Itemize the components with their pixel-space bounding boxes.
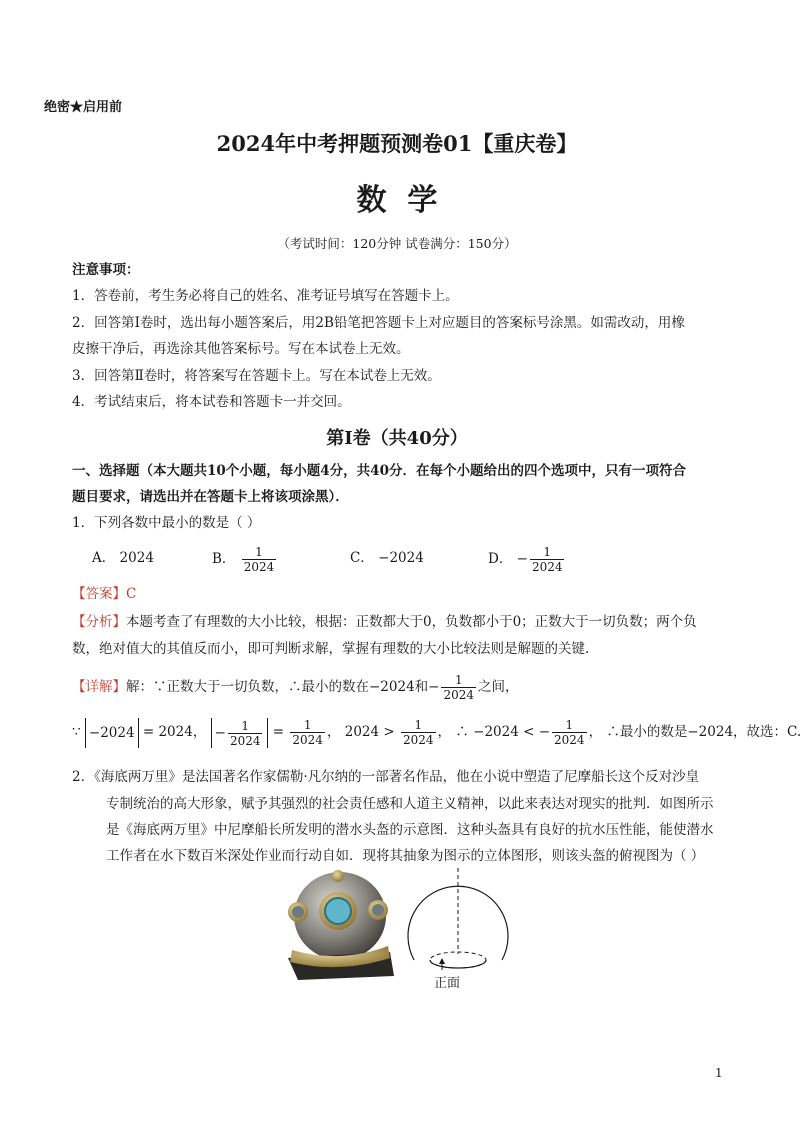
q1-option-d: D． − $\frac{1}{2024}$ (488, 545, 563, 574)
notice-item: 1．答卷前，考生务必将自己的姓名、准考证号填写在答题卡上。 (72, 288, 459, 304)
section-instructions: 题目要求，请选出并在答题卡上将该项涂黑）． (72, 489, 349, 505)
diving-helmet-image (278, 866, 400, 984)
q2-stem: 是《海底两万里》中尼摩船长所发明的潜水头盔的示意图．这种头盔具有良好的抗水压性能，能使潜水 (106, 822, 714, 838)
fraction: $\frac{1}{2024}$ (554, 718, 585, 747)
notice-heading: 注意事项： (72, 262, 140, 278)
notice-item: 皮擦干净后，再选涂其他答案标号。写在本试卷上无效。 (72, 341, 410, 357)
fraction: $\frac{1}{2024}$ (403, 718, 434, 747)
option-value: 2024 (119, 550, 154, 566)
q1-detail-math: ∵ −2024 = 2024， − $\frac{1}{2024}$ = $\frac{1}{2024}$ ， 2024 > $\frac{1}{2024}$ ， ∴ −2024 < − $\frac{1}{2024}$ ， ∴最小的数是−2024，故选：C. (72, 718, 801, 748)
q1-analysis-cont: 数，绝对值大的其值反而小，即可判断求解，掌握有理数的大小比较法则是解题的关键. (72, 641, 590, 657)
option-label: A． (92, 550, 116, 566)
q1-stem: 1．下列各数中最小的数是（ ） (72, 515, 261, 531)
q1-option-a (92, 545, 154, 571)
option-value: −2024 (378, 550, 424, 566)
option-label: D． (488, 551, 513, 567)
fraction: $\frac{1}{2024}$ (292, 718, 323, 747)
absolute-value: −2024 (85, 718, 139, 748)
q1-option-c (350, 545, 424, 571)
q1-detail: 【详解】解：∵正数大于一切负数，∴最小的数在−2024和− $\frac{1}{2024}$ 之间， (72, 673, 519, 702)
notice-item: 4．考试结束后，将本试卷和答题卡一并交回。 (72, 394, 351, 410)
section-instructions: 一、选择题（本大题共10个小题，每小题4分，共40分．在每个小题给出的四个选项中，只有一项符合 (72, 463, 686, 479)
figure-label: 正面 (434, 976, 461, 991)
notice-item: 3．回答第Ⅱ卷时，将答案写在答题卡上。写在本试卷上无效。 (72, 368, 441, 384)
q2-stem: 工作者在水下数百米深处作业而行动自如．现将其抽象为图示的立体图形，则该头盔的俯视图为（ ） (106, 848, 705, 864)
option-label: C． (350, 550, 374, 566)
fraction: $\frac{1}{2024}$ (531, 545, 563, 574)
q2-stem: 专制统治的高大形象，赋予其强烈的社会责任感和人道主义精神，以此来表达对现实的批判．如图所示 (106, 796, 714, 812)
section-title: 第Ⅰ卷（共40分） (326, 428, 468, 449)
fraction: $\frac{1}{2024}$ (243, 545, 275, 574)
q1-answer: 【答案】C (72, 586, 137, 602)
q2-stem: 2．《海底两万里》是法国著名作家儒勒·凡尔纳的一部著名作品，他在小说中塑造了尼摩船长这个反对沙皇 (72, 769, 700, 785)
page-number: 1 (715, 1066, 723, 1080)
exam-info: （考试时间：120分钟 试卷满分：150分） (277, 236, 517, 251)
secret-label: 绝密★启用前 (44, 100, 123, 115)
subject-title: 数 学 (356, 183, 438, 218)
absolute-value: − $\frac{1}{2024}$ (211, 718, 269, 748)
page-title: 2024年中考押题预测卷01【重庆卷】 (216, 131, 578, 156)
q1-option-b (212, 545, 278, 574)
fraction: $\frac{1}{2024}$ (443, 673, 475, 702)
notice-item: 2．回答第Ⅰ卷时，选出每小题答案后，用2B铅笔把答题卡上对应题目的答案标号涂黑。如需改动，用橡 (72, 315, 685, 331)
q1-analysis: 【分析】本题考查了有理数的大小比较，根据：正数都大于0，负数都小于0；正数大于一切负数；两个负 (72, 614, 697, 630)
option-label: B． (212, 551, 236, 567)
